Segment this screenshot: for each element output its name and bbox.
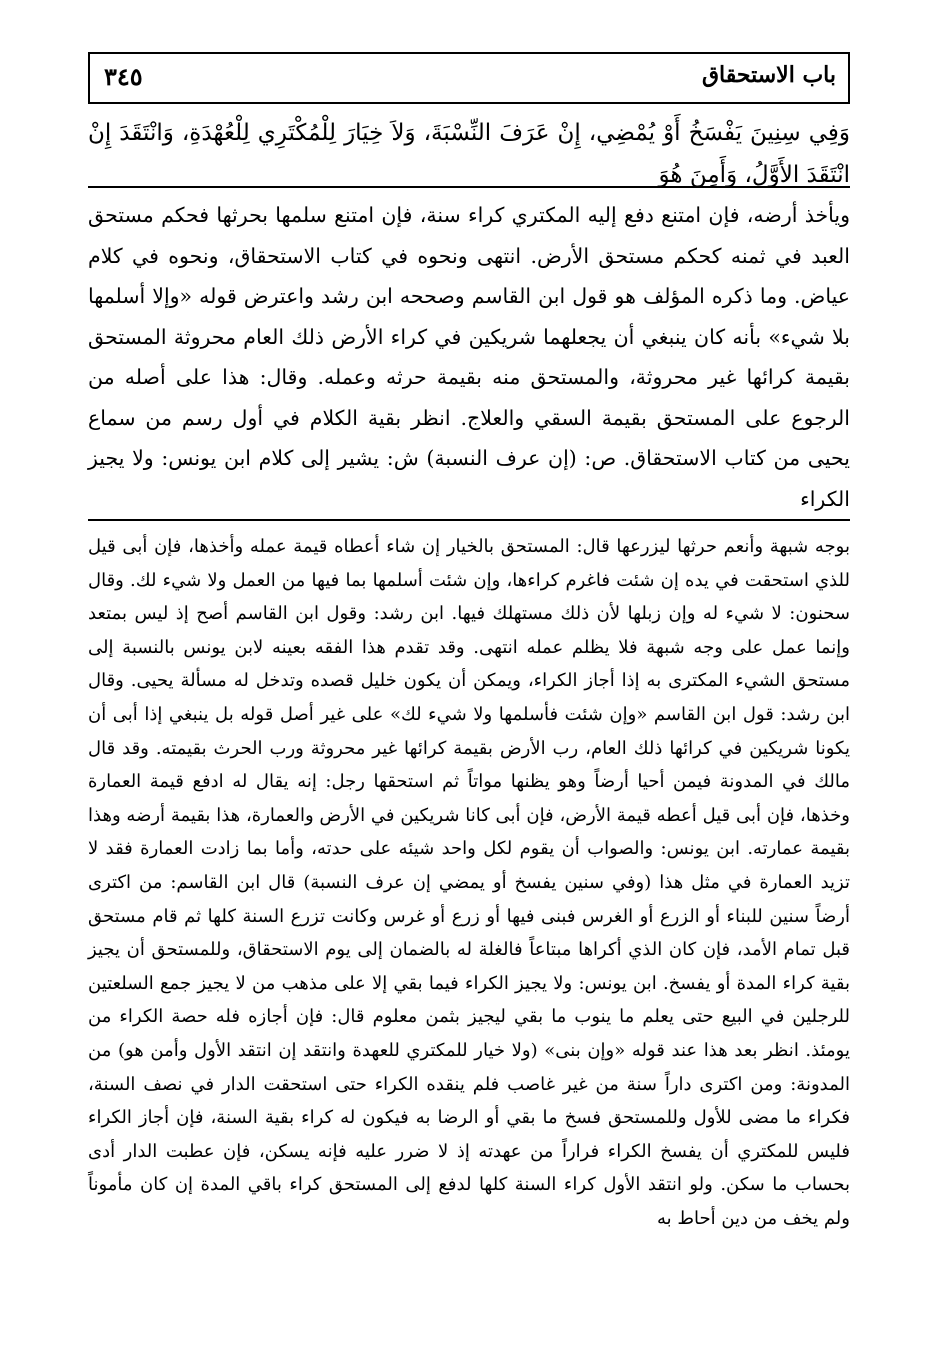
commentary-text: ويأخذ أرضه، فإن امتنع دفع إليه المكتري كراء سنة، فإن امتنع سلمها بحرثها فحكم مستحق العبد في ثمنه كحكم مستحق الأرض. انتهى ونحوه في كتاب الاستحقاق، ونحوه في كلام عياض. وما ذكره المؤلف هو قول ابن القاسم وصححه ابن رشد واعترض قوله «وإلا أسلمها بلا شيء» بأنه كان ينبغي أن يجعلهما شريكين في كراء الأرض ذلك العام محروثة المستحق بقيمة كرائها غير محروثة، والمستحق منه بقيمة حرثه وعمله. وقال: هذا على أصله من الرجوع على المستحق بقيمة السقي والعلاج. انظر بقية الكلام في أول رسم من سماع يحيى من كتاب الاستحقاق. ص: (إن عرف النسبة) ش: يشير إلى كلام ابن يونس: ولا يجيز الكراء: [88, 203, 850, 511]
chapter-title: باب الاستحقاق: [701, 62, 836, 88]
divider-line: [88, 186, 850, 188]
page-header: [88, 52, 850, 104]
matn-text: وَفِي سِنِينَ يَفْسَخُ أَوْ يُمْضِي، إِنْ عَرَفَ النِّسْبَةَ، وَلاَ خِيَارَ لِلْمُكْتَرِي لِلْعُهْدَةِ، وَانْتَقَدَ إِنْ انْتَقَدَ الأَوَّلُ، وَأَمِنَ هُوَ: [88, 120, 850, 188]
footnote-text: بوجه شبهة وأنعم حرثها ليزرعها قال: المستحق بالخيار إن شاء أعطاه قيمة عمله وأخذها، فإن أبى قيل للذي استحقت في يده إن شئت فاغرم كراءها، وإن شئت أسلمها بما فيها من العمل ولا شيء لك. وقال سحنون: لا شيء له وإن زبلها لأن ذلك مستهلك فيها. ابن رشد: وقول ابن القاسم أصح إذ ليس بمتعد وإنما عمل على وجه شبهة فلا يظلم عمله انتهى. وقد تقدم هذا الفقه بعينه لابن يونس بالنسبة إلى مستحق الشيء المكترى به إذا أجاز الكراء، ويمكن أن يكون خليل قصده وتدخل له مسألة يحيى. وقال ابن رشد: قول ابن القاسم «وإن شئت فأسلمها ولا شيء لك» على غير أصل قوله بل ينبغي إذا أبى أن يكونا شريكين في كرائها ذلك العام، رب الأرض بقيمة كرائها غير محروثة ورب الحرث بقيمته. وقد قال مالك في المدونة فيمن أحيا أرضاً وهو يظنها مواتاً ثم استحقها رجل: إنه يقال له ادفع قيمة العمارة وخذها، فإن أبى قيل أعطه قيمة الأرض، فإن أبى كانا شريكين في الأرض والعمارة، هذا بقيمة أرضه وهذا بقيمة عمارته. ابن يونس: والصواب أن يقوم لكل واحد شيئه على حدته، وأما بما زادت العمارة فقد لا تزيد العمارة في مثل هذا (وفي سنين يفسخ أو يمضي إن عرف النسبة) قال ابن القاسم: من اكترى أرضاً سنين للبناء أو الزرع أو الغرس فبنى فيها أو زرع أو غرس وكانت تزرع السنة كلها ثم قام مستحق قبل تمام الأمد، فإن كان الذي أكراها مبتاعاً فالغلة له بالضمان إلى يوم الاستحقاق، وللمستحق أن يجيز بقية كراء المدة أو يفسخ. ابن يونس: ولا يجيز الكراء فيما بقي إلا على مذهب من لا يجيز جمع السلعتين للرجلين في البيع حتى يعلم ما ينوب ما بقي ليجيز بثمن معلوم قال: فإن أجازه فله حصة الكراء من يومئذ. انظر بعد هذا عند قوله «وإن بنى» (ولا خيار للمكتري للعهدة وانتقد إن انتقد الأول وأمن هو) من المدونة: ومن اكترى داراً سنة من غير غاصب فلم ينقده الكراء حتى استحقت الدار في نصف السنة، فكراء ما مضى للأول وللمستحق فسخ ما بقي أو الرضا به فيكون له كراء بقية السنة، فإن أجاز الكراء فليس للمكتري أن يفسخ الكراء فراراً من عهدته إذ لا ضرر عليه فإنه يسكن، فإن عطبت الدار أدى بحساب ما سكن. ولو انتقد الأول كراء السنة كلها لدفع إلى المستحق كراء باقي المدة إن كان مأموناً ولم يخف من دين أحاط به: [88, 536, 850, 1229]
divider-line: [88, 519, 850, 521]
page-number: ٣٤٥: [104, 62, 143, 91]
